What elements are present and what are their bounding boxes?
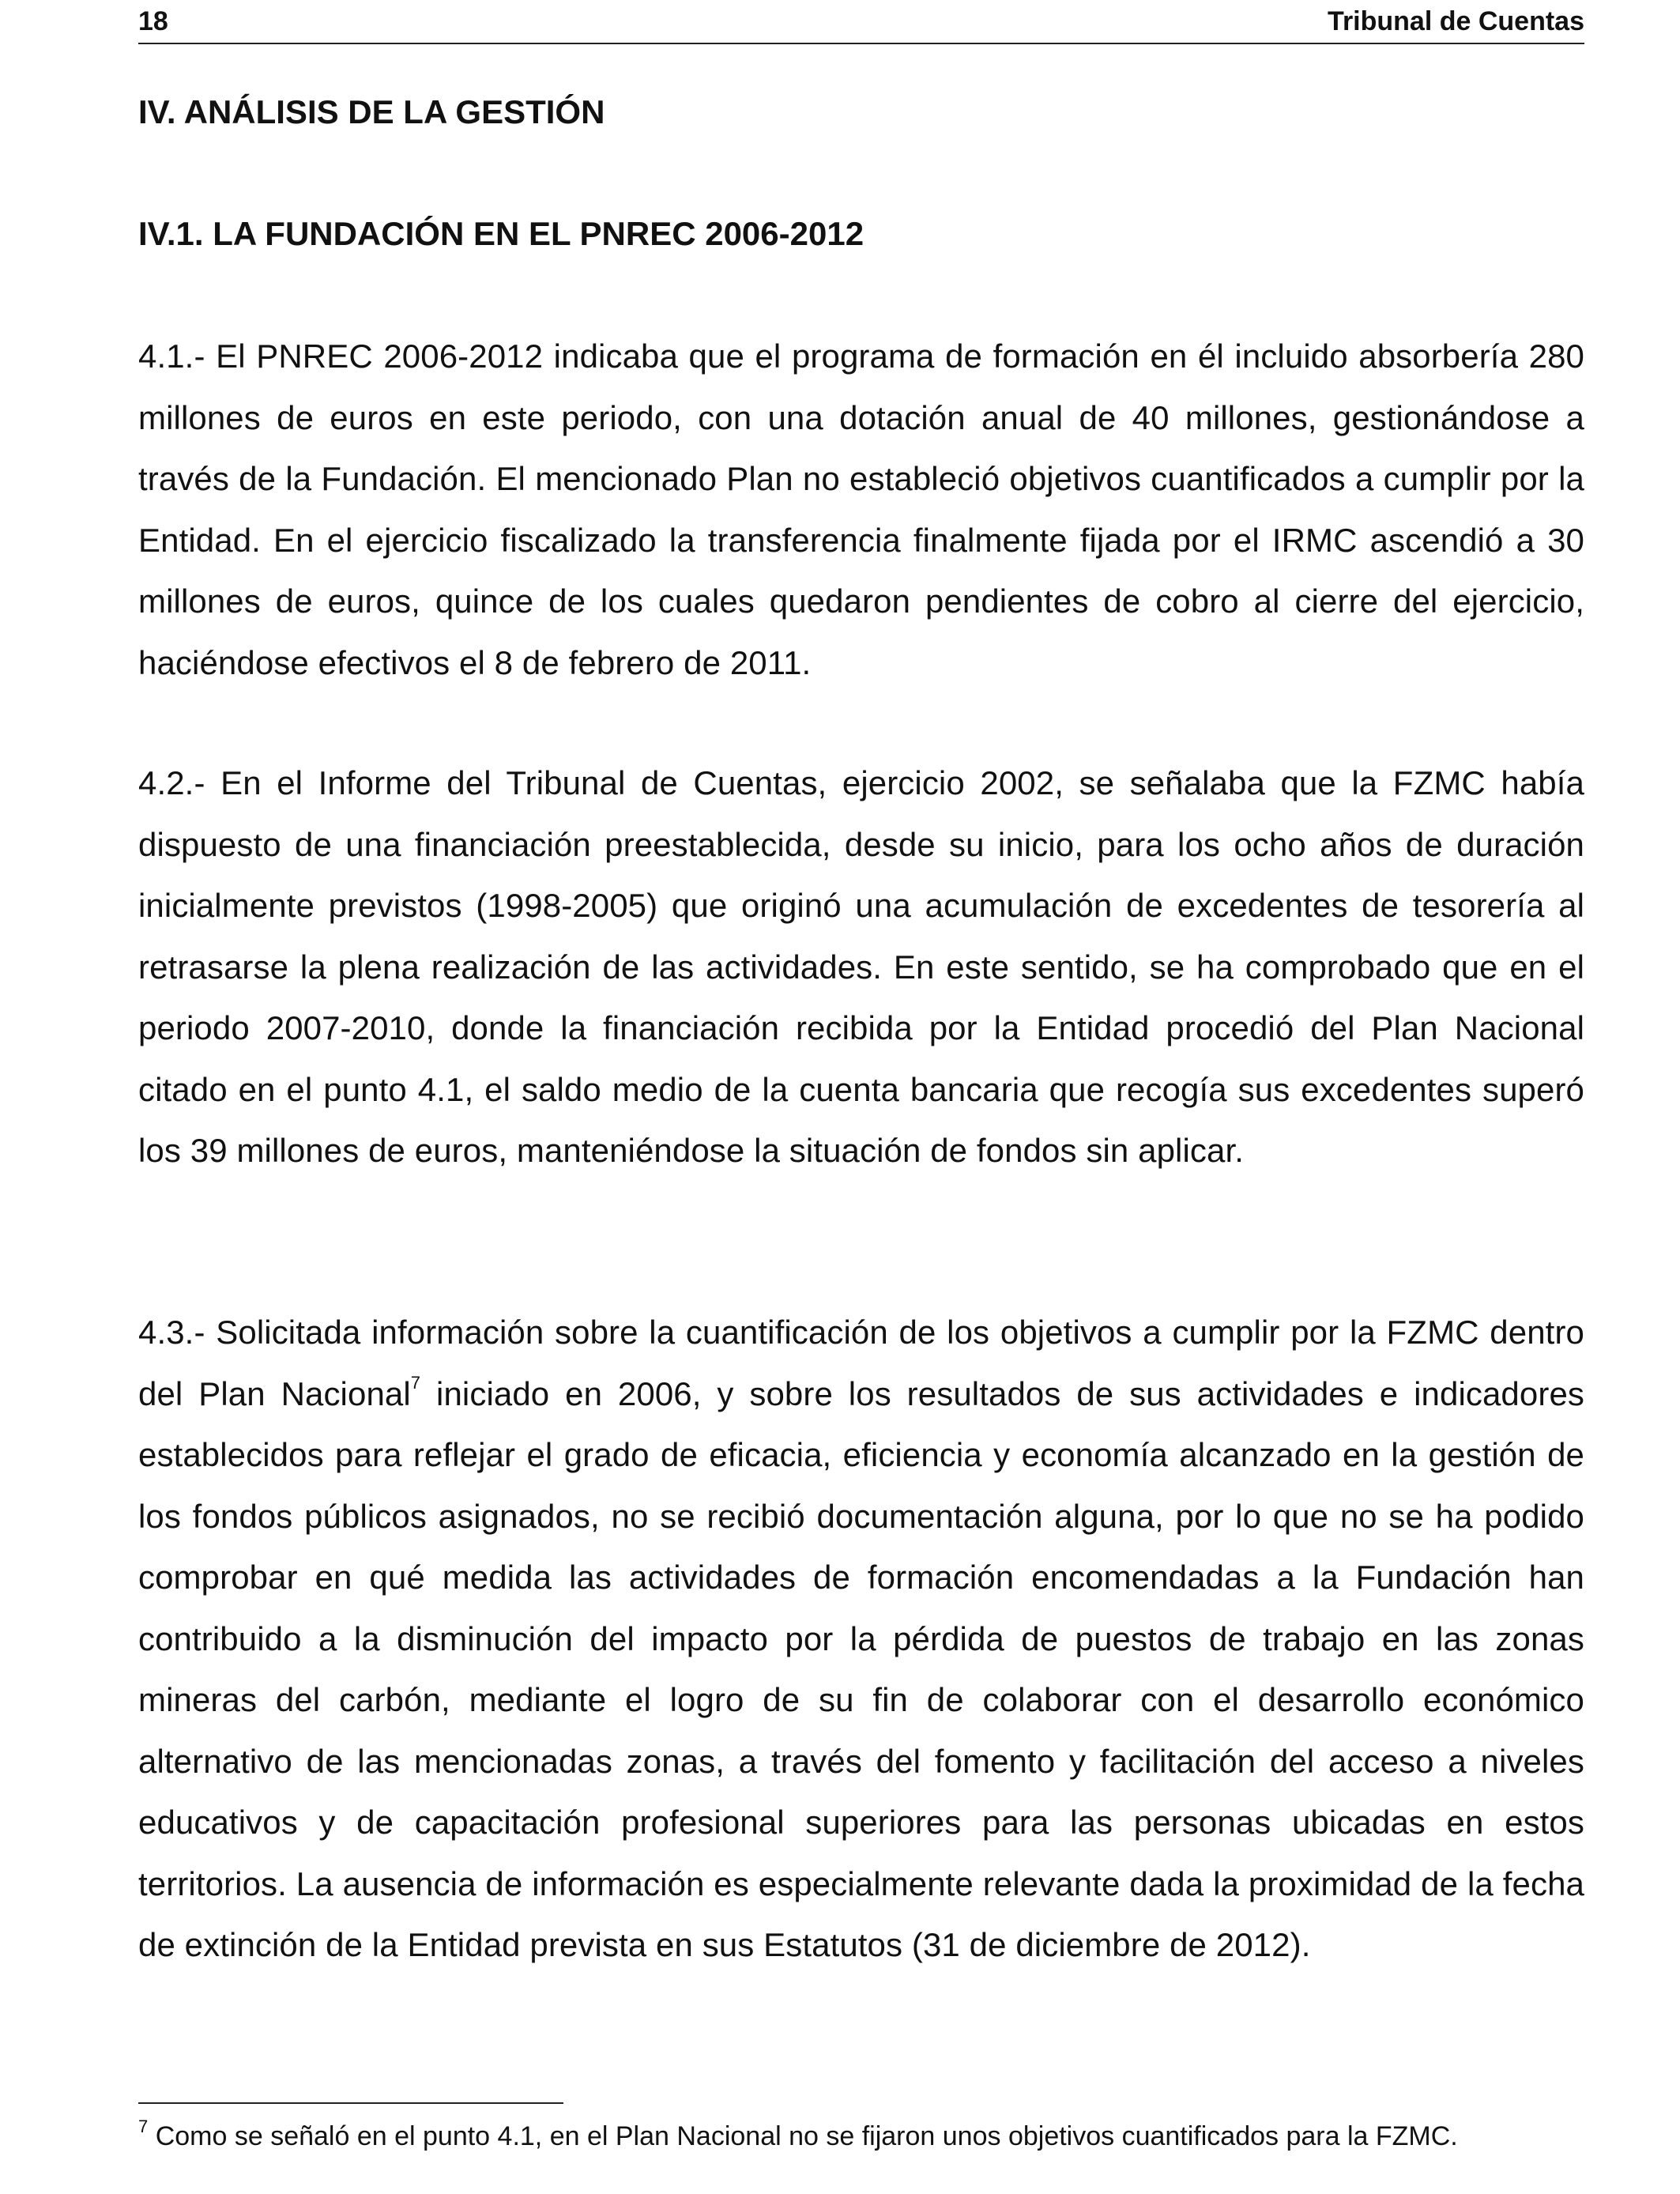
section-title: IV. ANÁLISIS DE LA GESTIÓN <box>138 93 605 130</box>
footnote <box>138 2116 1584 2152</box>
paragraph-4-3-text-end: iniciado en 2006, y sobre los resultados de sus actividades e indicadores establecidos para reflejar el grado de eficacia, eficiencia y economía alcanzado en la gestión de los fondos públicos asignados, no se recibió documentación alguna, por lo que no se ha podido comprobar en qué medida las actividades de formación encomendadas a la Fundación han contribuido a la disminución del impacto por la pérdida de puestos de trabajo en las zonas mineras del carbón, mediante el logro de su fin de colaborar con el desarrollo económico alternativo de las mencionadas zonas, a través del fomento y facilitación del acceso a niveles educativos y de capacitación profesional superiores para las personas ubicadas en estos territorios. La ausencia de información es especialmente relevante dada la proximidad de la fecha de extinción de la Entidad prevista en sus Estatutos (31 de diciembre de 2012). <box>138 1374 1584 1963</box>
page-number: 18 <box>138 6 168 36</box>
subsection-title: IV.1. LA FUNDACIÓN EN EL PNREC 2006-2012 <box>138 215 864 252</box>
paragraph-4-2: 4.2.- En el Informe del Tribunal de Cuentas, ejercicio 2002, se señalaba que la FZMC había dispuesto de una financiación preestablecida, desde su inicio, para los ocho años de duración inicialmente previstos (1998-2005) que originó una acumulación de excedentes de tesorería al retrasarse la plena realización de las actividades. En este sentido, se ha comprobado que en el periodo 2007-2010, donde la financiación recibida por la Entidad procedió del Plan Nacional citado en el punto 4.1, el saldo medio de la cuenta bancaria que recogía sus excedentes superó los 39 millones de euros, manteniéndose la situación de fondos sin aplicar. <box>138 764 1584 1169</box>
header-organization: Tribunal de Cuentas <box>1328 6 1584 36</box>
paragraph-4-1: 4.1.- El PNREC 2006-2012 indicaba que el programa de formación en él incluido absorbería 280 millones de euros en este periodo, con una dotación anual de 40 millones, gestionándose a través de la Fundación. El mencionado Plan no estableció objetivos cuantificados a cumplir por la Entidad. En el ejercicio fiscalizado la transferencia finalmente fijada por el IRMC ascendió a 30 millones de euros, quince de los cuales quedaron pendientes de cobro al cierre del ejercicio, haciéndose efectivos el 8 de febrero de 2011. <box>138 337 1584 681</box>
paragraph-4-3 <box>138 1302 1584 1976</box>
footnote-separator <box>138 2102 563 2104</box>
footnote-text: Como se señaló en el punto 4.1, en el Plan Nacional no se fijaron unos objetivos cuantificados para la FZMC. <box>148 2121 1458 2151</box>
paragraph-4-3-text-start: 4.3.- Solicitada información sobre la cuantificación de los objetivos a cumplir por la FZMC dentro del Plan Nacional <box>138 1314 1584 1412</box>
footnote-reference: 7 <box>410 1372 421 1393</box>
page-header <box>138 0 1584 44</box>
footnote-number: 7 <box>138 2116 149 2136</box>
